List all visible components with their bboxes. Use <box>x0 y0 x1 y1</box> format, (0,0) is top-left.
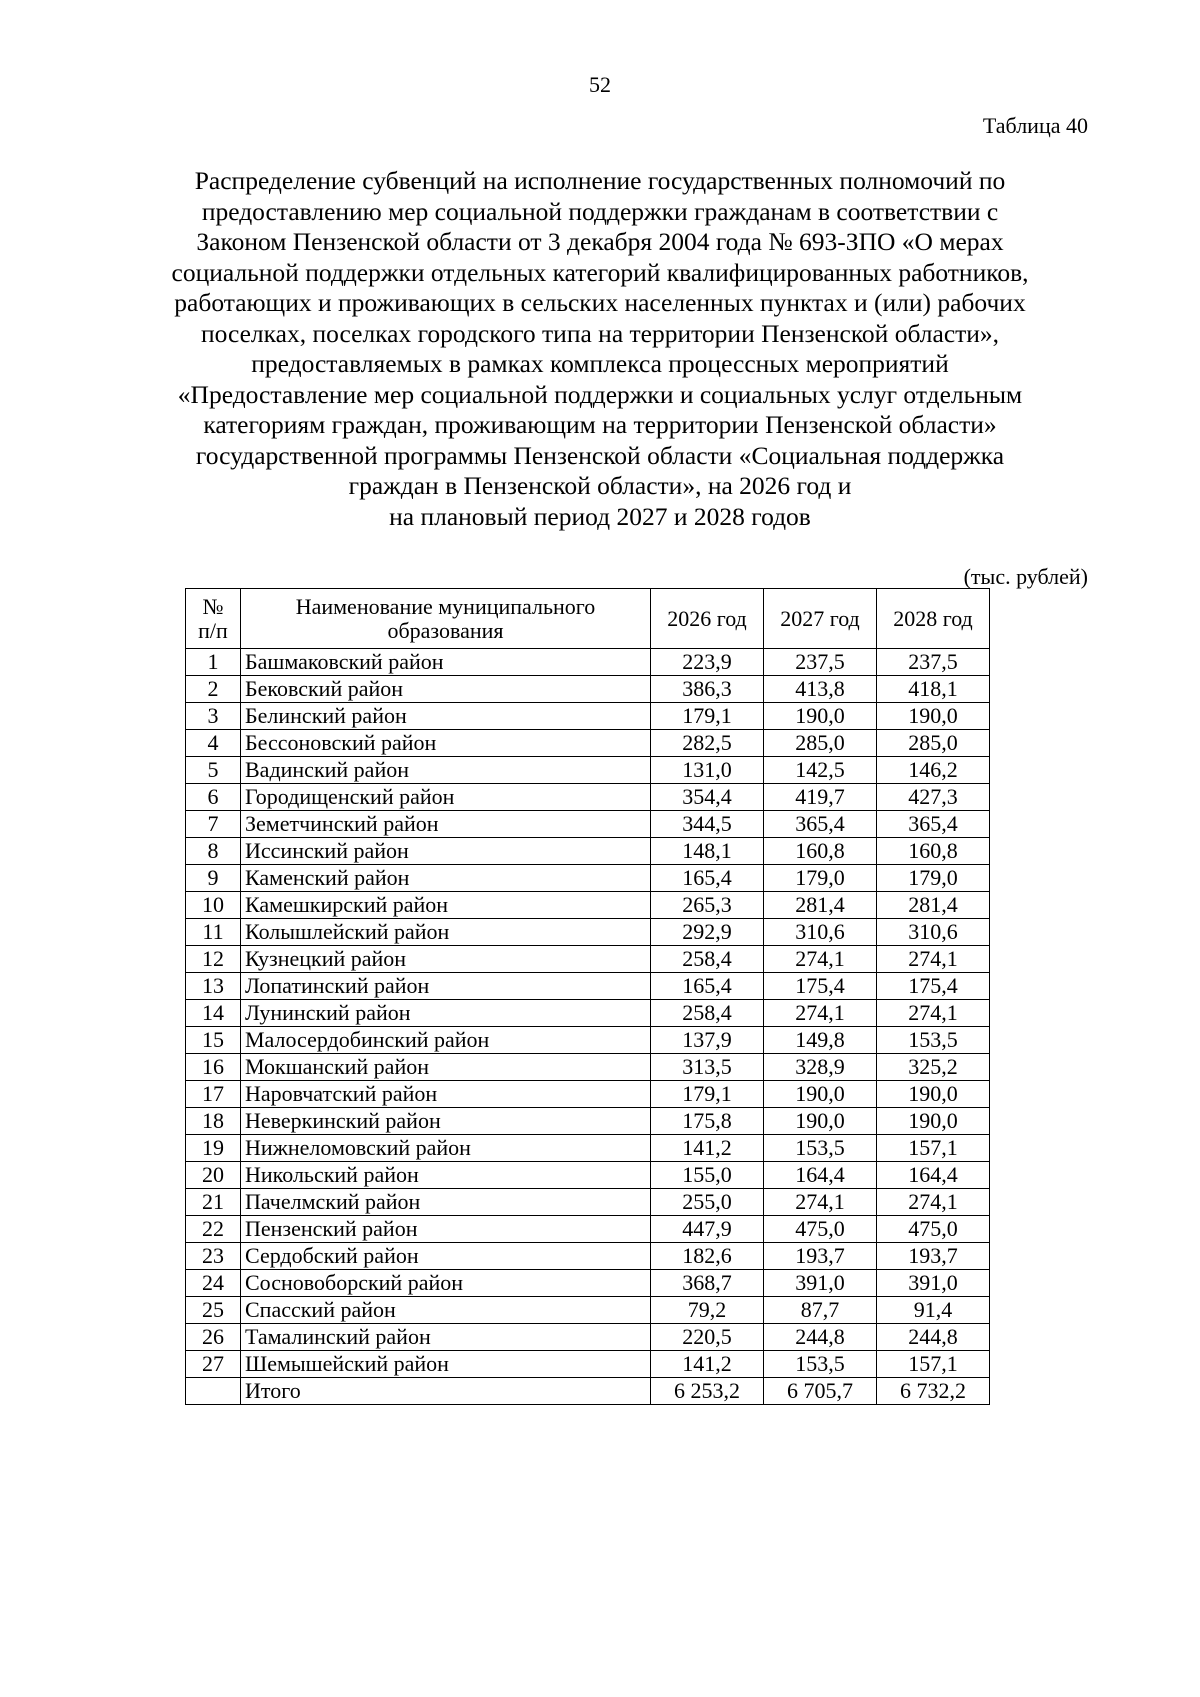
value-2028-cell: 190,0 <box>877 1108 990 1135</box>
header-num-line1: № <box>202 593 224 619</box>
municipality-cell: Белинский район <box>241 703 651 730</box>
row-number-cell: 25 <box>186 1297 241 1324</box>
value-2028-cell: 285,0 <box>877 730 990 757</box>
table-row <box>186 1054 990 1081</box>
municipality-cell: Земетчинский район <box>241 811 651 838</box>
value-2027-cell: 175,4 <box>764 973 877 1000</box>
value-2027-cell: 413,8 <box>764 676 877 703</box>
value-2026-cell: 313,5 <box>651 1054 764 1081</box>
municipality-cell: Иссинский район <box>241 838 651 865</box>
row-number-cell: 18 <box>186 1108 241 1135</box>
value-2027-cell: 419,7 <box>764 784 877 811</box>
row-number-cell: 21 <box>186 1189 241 1216</box>
municipality-cell: Башмаковский район <box>241 649 651 676</box>
row-number-cell: 7 <box>186 811 241 838</box>
value-2028-cell: 427,3 <box>877 784 990 811</box>
row-number-cell: 19 <box>186 1135 241 1162</box>
row-number-cell: 27 <box>186 1351 241 1378</box>
value-2026-cell: 148,1 <box>651 838 764 865</box>
header-name-line1: Наименование муниципального <box>295 593 596 619</box>
table-row <box>186 1081 990 1108</box>
table-row <box>186 865 990 892</box>
municipality-cell: Пачелмский район <box>241 1189 651 1216</box>
table-row <box>186 1027 990 1054</box>
subvention-table <box>185 588 990 1405</box>
value-2027-cell: 274,1 <box>764 946 877 973</box>
row-number-cell: 14 <box>186 1000 241 1027</box>
municipality-cell: Неверкинский район <box>241 1108 651 1135</box>
value-2027-cell: 190,0 <box>764 1108 877 1135</box>
municipality-cell: Камешкирский район <box>241 892 651 919</box>
value-2027-cell: 193,7 <box>764 1243 877 1270</box>
value-2028-cell: 153,5 <box>877 1027 990 1054</box>
municipality-cell: Бековский район <box>241 676 651 703</box>
value-2027-cell: 153,5 <box>764 1351 877 1378</box>
row-number-cell: 10 <box>186 892 241 919</box>
value-2026-cell: 265,3 <box>651 892 764 919</box>
header-num <box>186 589 241 649</box>
units-note: (тыс. рублей) <box>963 564 1088 589</box>
row-number-cell: 22 <box>186 1216 241 1243</box>
value-2027-cell: 475,0 <box>764 1216 877 1243</box>
value-2028-cell: 91,4 <box>877 1297 990 1324</box>
table-row <box>186 1351 990 1378</box>
row-number-cell: 16 <box>186 1054 241 1081</box>
table-row <box>186 1324 990 1351</box>
value-2028-cell: 237,5 <box>877 649 990 676</box>
table-row <box>186 730 990 757</box>
table-row <box>186 784 990 811</box>
row-number-cell: 1 <box>186 649 241 676</box>
heading-line: граждан в Пензенской области», на 2026 год и <box>348 471 852 500</box>
value-2026-cell: 182,6 <box>651 1243 764 1270</box>
value-2027-cell: 164,4 <box>764 1162 877 1189</box>
table-label: Таблица 40 <box>982 113 1088 138</box>
value-2026-cell: 292,9 <box>651 919 764 946</box>
value-2026-cell: 79,2 <box>651 1297 764 1324</box>
value-2026-cell: 258,4 <box>651 946 764 973</box>
row-number-cell: 2 <box>186 676 241 703</box>
row-number-cell: 6 <box>186 784 241 811</box>
value-2028-cell: 6 732,2 <box>877 1378 990 1405</box>
table-row <box>186 919 990 946</box>
value-2027-cell: 391,0 <box>764 1270 877 1297</box>
municipality-cell: Нижнеломовский район <box>241 1135 651 1162</box>
row-number-cell: 5 <box>186 757 241 784</box>
value-2026-cell: 282,5 <box>651 730 764 757</box>
heading-line: Законом Пензенской области от 3 декабря 2004 года № 693-ЗПО «О мерах <box>196 227 1004 256</box>
row-number-cell: 20 <box>186 1162 241 1189</box>
value-2026-cell: 223,9 <box>651 649 764 676</box>
value-2027-cell: 328,9 <box>764 1054 877 1081</box>
value-2026-cell: 386,3 <box>651 676 764 703</box>
table-heading <box>100 166 1100 532</box>
heading-line: государственной программы Пензенской области «Социальная поддержка <box>195 440 1005 470</box>
municipality-cell: Лопатинский район <box>241 973 651 1000</box>
heading-line: работающих и проживающих в сельских населенных пунктах и (или) рабочих <box>174 288 1026 317</box>
table-row <box>186 1135 990 1162</box>
value-2028-cell: 193,7 <box>877 1243 990 1270</box>
heading-line: поселках, поселках городского типа на территории Пензенской области», <box>200 318 1000 348</box>
table-row <box>186 1270 990 1297</box>
row-number-cell: 3 <box>186 703 241 730</box>
value-2026-cell: 165,4 <box>651 865 764 892</box>
value-2028-cell: 310,6 <box>877 919 990 946</box>
municipality-cell: Мокшанский район <box>241 1054 651 1081</box>
table-row <box>186 838 990 865</box>
value-2027-cell: 285,0 <box>764 730 877 757</box>
header-2027: 2027 год <box>764 589 877 649</box>
table-row <box>186 1189 990 1216</box>
value-2027-cell: 190,0 <box>764 1081 877 1108</box>
table-header-row <box>186 589 990 649</box>
row-number-cell: 12 <box>186 946 241 973</box>
municipality-cell: Сосновоборский район <box>241 1270 651 1297</box>
value-2028-cell: 164,4 <box>877 1162 990 1189</box>
municipality-cell: Колышлейский район <box>241 919 651 946</box>
value-2027-cell: 87,7 <box>764 1297 877 1324</box>
value-2026-cell: 141,2 <box>651 1351 764 1378</box>
row-number-cell: 23 <box>186 1243 241 1270</box>
table-row <box>186 1108 990 1135</box>
value-2027-cell: 365,4 <box>764 811 877 838</box>
header-2028: 2028 год <box>877 589 990 649</box>
value-2028-cell: 274,1 <box>877 1189 990 1216</box>
value-2027-cell: 179,0 <box>764 865 877 892</box>
municipality-cell: Шемышейский район <box>241 1351 651 1378</box>
value-2028-cell: 190,0 <box>877 1081 990 1108</box>
value-2026-cell: 137,9 <box>651 1027 764 1054</box>
municipality-cell: Наровчатский район <box>241 1081 651 1108</box>
value-2026-cell: 354,4 <box>651 784 764 811</box>
municipality-cell: Вадинский район <box>241 757 651 784</box>
value-2028-cell: 244,8 <box>877 1324 990 1351</box>
value-2027-cell: 281,4 <box>764 892 877 919</box>
value-2026-cell: 155,0 <box>651 1162 764 1189</box>
value-2028-cell: 274,1 <box>877 1000 990 1027</box>
value-2028-cell: 418,1 <box>877 676 990 703</box>
value-2027-cell: 237,5 <box>764 649 877 676</box>
value-2026-cell: 175,8 <box>651 1108 764 1135</box>
value-2028-cell: 175,4 <box>877 973 990 1000</box>
table-row <box>186 1216 990 1243</box>
heading-line: Распределение субвенций на исполнение государственных полномочий по <box>194 166 1006 195</box>
table-row <box>186 1297 990 1324</box>
value-2026-cell: 255,0 <box>651 1189 764 1216</box>
row-number-cell: 13 <box>186 973 241 1000</box>
value-2027-cell: 153,5 <box>764 1135 877 1162</box>
header-num-line2: п/п <box>198 617 228 643</box>
value-2028-cell: 190,0 <box>877 703 990 730</box>
heading-line: предоставлению мер социальной поддержки гражданам в соответствии с <box>201 196 999 226</box>
table-row <box>186 1000 990 1027</box>
value-2028-cell: 160,8 <box>877 838 990 865</box>
value-2028-cell: 274,1 <box>877 946 990 973</box>
municipality-cell: Спасский район <box>241 1297 651 1324</box>
heading-line: категориям граждан, проживающим на территории Пензенской области» <box>203 410 997 439</box>
value-2028-cell: 325,2 <box>877 1054 990 1081</box>
value-2026-cell: 368,7 <box>651 1270 764 1297</box>
table-row <box>186 1162 990 1189</box>
value-2026-cell: 165,4 <box>651 973 764 1000</box>
table-row <box>186 892 990 919</box>
municipality-cell: Лунинский район <box>241 1000 651 1027</box>
row-number-cell <box>186 1378 241 1405</box>
value-2028-cell: 391,0 <box>877 1270 990 1297</box>
table-row <box>186 1243 990 1270</box>
value-2028-cell: 157,1 <box>877 1351 990 1378</box>
municipality-cell: Кузнецкий район <box>241 946 651 973</box>
municipality-cell: Итого <box>241 1378 651 1405</box>
row-number-cell: 24 <box>186 1270 241 1297</box>
heading-line: предоставляемых в рамках комплекса процессных мероприятий <box>251 349 949 378</box>
municipality-cell: Каменский район <box>241 865 651 892</box>
value-2028-cell: 475,0 <box>877 1216 990 1243</box>
value-2026-cell: 141,2 <box>651 1135 764 1162</box>
total-row <box>186 1378 990 1405</box>
row-number-cell: 11 <box>186 919 241 946</box>
municipality-cell: Сердобский район <box>241 1243 651 1270</box>
heading-line: социальной поддержки отдельных категорий квалифицированных работников, <box>171 257 1029 287</box>
value-2027-cell: 6 705,7 <box>764 1378 877 1405</box>
value-2028-cell: 157,1 <box>877 1135 990 1162</box>
table-row <box>186 811 990 838</box>
value-2027-cell: 149,8 <box>764 1027 877 1054</box>
value-2027-cell: 274,1 <box>764 1189 877 1216</box>
row-number-cell: 15 <box>186 1027 241 1054</box>
value-2026-cell: 179,1 <box>651 703 764 730</box>
value-2027-cell: 190,0 <box>764 703 877 730</box>
municipality-cell: Бессоновский район <box>241 730 651 757</box>
value-2027-cell: 274,1 <box>764 1000 877 1027</box>
value-2026-cell: 6 253,2 <box>651 1378 764 1405</box>
header-2026: 2026 год <box>651 589 764 649</box>
table-row <box>186 676 990 703</box>
value-2026-cell: 220,5 <box>651 1324 764 1351</box>
table-row <box>186 973 990 1000</box>
value-2027-cell: 310,6 <box>764 919 877 946</box>
value-2028-cell: 365,4 <box>877 811 990 838</box>
header-name-line2: образования <box>387 617 504 643</box>
row-number-cell: 4 <box>186 730 241 757</box>
value-2027-cell: 142,5 <box>764 757 877 784</box>
row-number-cell: 17 <box>186 1081 241 1108</box>
municipality-cell: Городищенский район <box>241 784 651 811</box>
table-row <box>186 757 990 784</box>
municipality-cell: Никольский район <box>241 1162 651 1189</box>
value-2027-cell: 160,8 <box>764 838 877 865</box>
value-2026-cell: 179,1 <box>651 1081 764 1108</box>
heading-line: на плановый период 2027 и 2028 годов <box>389 501 811 531</box>
row-number-cell: 26 <box>186 1324 241 1351</box>
value-2027-cell: 244,8 <box>764 1324 877 1351</box>
table-row <box>186 649 990 676</box>
municipality-cell: Тамалинский район <box>241 1324 651 1351</box>
heading-line: «Предоставление мер социальной поддержки и социальных услуг отдельным <box>177 379 1023 409</box>
value-2026-cell: 258,4 <box>651 1000 764 1027</box>
value-2026-cell: 131,0 <box>651 757 764 784</box>
row-number-cell: 9 <box>186 865 241 892</box>
value-2028-cell: 179,0 <box>877 865 990 892</box>
table-row <box>186 946 990 973</box>
header-name <box>241 589 651 649</box>
municipality-cell: Малосердобинский район <box>241 1027 651 1054</box>
value-2026-cell: 344,5 <box>651 811 764 838</box>
value-2028-cell: 281,4 <box>877 892 990 919</box>
row-number-cell: 8 <box>186 838 241 865</box>
page-number: 52 <box>589 72 611 97</box>
value-2028-cell: 146,2 <box>877 757 990 784</box>
value-2026-cell: 447,9 <box>651 1216 764 1243</box>
table-row <box>186 703 990 730</box>
municipality-cell: Пензенский район <box>241 1216 651 1243</box>
